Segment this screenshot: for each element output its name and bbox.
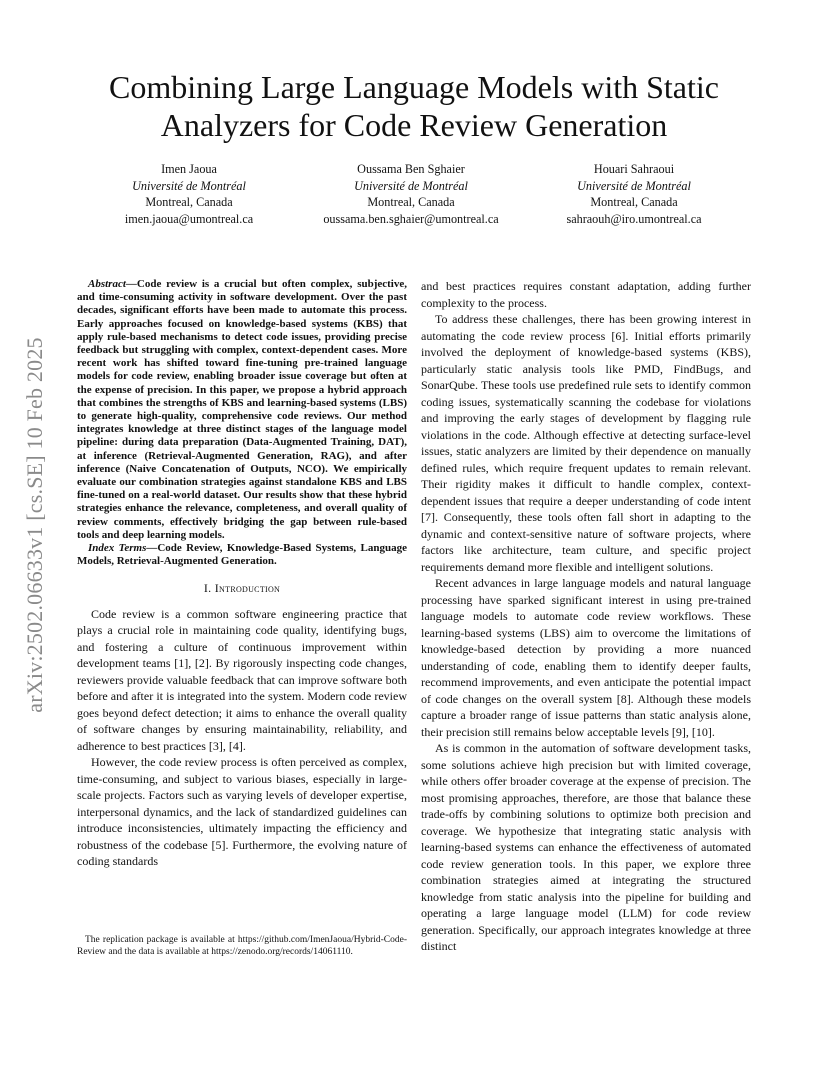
- left-column: [77, 278, 407, 870]
- author-block: [504, 161, 764, 227]
- body-paragraph: and best practices requires constant adaptation, adding further complexity to the process.: [421, 279, 751, 310]
- author-affiliation: Université de Montréal: [132, 178, 246, 193]
- author-affiliation: Université de Montréal: [577, 178, 691, 193]
- index-terms-lead: Index Terms—: [88, 542, 158, 555]
- body-paragraph: To address these challenges, there has been growing interest in automating the code review process [6]. Initial efforts primarily involved the deployment of knowledge-based systems (KBS), particularly static analysis tools like PMD, FindBugs, and SonarQube. These tools use predefined rule sets to identify common coding issues, systematically scanning the codebase for violations and improving the early stages of development by flagging rule violations in the code. Although effective at detecting surface-level issues, static analyzers are limited by their dependence on manually defined rules, which require frequent updates to remain relevant. Their rigidity makes it difficult to handle complex, context-dependent issues that require a deeper understanding of code intent [7]. Consequently, these tools often fall short in adapting to the dynamic and context-sensitive nature of software projects, where factors like architecture, team culture, and specific project requirements demand more flexible and intelligent solutions.: [421, 312, 751, 574]
- author-block: [281, 161, 541, 227]
- author-block: [59, 161, 319, 227]
- author-name: Oussama Ben Sghaier: [357, 162, 465, 176]
- paper-title: Combining Large Language Models with Static Analyzers for Code Review Generation: [109, 69, 719, 143]
- author-name: Houari Sahraoui: [593, 162, 675, 176]
- author-email: sahraouh@iro.umontreal.ca: [566, 211, 702, 226]
- author-location: Montreal, Canada: [590, 195, 678, 209]
- abstract-text: Code review is a crucial but often complex, subjective, and time-consuming activity in software development. Over the past decades, significant efforts have been made to automate this process. Early approaches focused on knowledge-based systems (KBS) that apply rule-based mechanisms to detect code issues, providing precise feedback but struggling with complex, context-dependent cases. More recent work has shifted toward fine-tuning pre-trained language models for code review, enabling broader issue coverage but often at the expense of precision. In this paper, we propose a hybrid approach that combines the strengths of KBS and learning-based systems (LBS) to generate high-quality, comprehensive code reviews. Our method integrates knowledge at three distinct stages of the language model pipeline: during data preparation (Data-Augmented Training, DAT), at inference (Retrieval-Augmented Generation, RAG), and after inference (Naive Concatenation of Outputs, NCO). We empirically evaluate our combination strategies against standalone KBS and LBS fine-tuned on a real-world dataset. Our results show that these hybrid strategies enhance the relevance, completeness, and overall quality of review comments, effectively bridging the gap between rule-based tools and deep learning models.: [77, 278, 407, 541]
- footnote: [77, 934, 407, 958]
- body-paragraph: As is common in the automation of software development tasks, some solutions achieve high precision but with limited coverage, while others offer broader coverage at the expense of precision. The most promising approaches, therefore, are those that balance these trade-offs by combining solutions to optimize both precision and coverage. We hypothesize that integrating static analysis with learning-based systems can enhance the effectiveness of automated code review generation tools. In this paper, we explore three combination strategies aimed at integrating the structured knowledge from static analysis into the pipeline for building and operating a large language model (LLM) for code review generation. Specifically, our approach integrates knowledge at three distinct: [421, 741, 751, 953]
- author-location: Montreal, Canada: [145, 195, 233, 209]
- author-email: oussama.ben.sghaier@umontreal.ca: [323, 211, 499, 226]
- arxiv-identifier-text: arXiv:2502.06633v1 [cs.SE] 10 Feb 2025: [22, 337, 47, 713]
- author-affiliation: Université de Montréal: [354, 178, 468, 193]
- section-heading: I. Introduction: [203, 581, 281, 596]
- arxiv-identifier: [20, 290, 50, 760]
- body-paragraph: However, the code review process is often perceived as complex, time-consuming, and subject to various biases, especially in large-scale projects. Factors such as varying levels of developer expertise, interpersonal dynamics, and the lack of standardized guidelines can introduce inconsistencies, ultimately impacting the efficiency and robustness of the codebase [5]. Furthermore, the evolving nature of coding standards: [77, 755, 407, 869]
- author-location: Montreal, Canada: [367, 195, 455, 209]
- abstract-lead: Abstract—: [88, 278, 137, 290]
- right-column: [421, 278, 751, 955]
- author-email: imen.jaoua@umontreal.ca: [124, 211, 254, 226]
- body-paragraph: Recent advances in large language models and natural language processing have sparked significant interest in using pre-trained language models to automate code review workflows. These learning-based systems (LBS) aim to overcome the limitations of knowledge-based detection by providing a more nuanced understanding of code, enabling them to identify deeper faults, recommend improvements, and even anticipate the potential impact of code changes on the overall system [8]. Although these models capture a broader range of issue patterns than static analysis alone, their precision still remains below acceptable levels [9], [10].: [421, 576, 751, 739]
- abstract: [77, 278, 407, 568]
- index-terms-text: Code Review, Knowledge-Based Systems, Language Models, Retrieval-Augmented Generation.: [77, 542, 407, 568]
- author-name: Imen Jaoua: [161, 162, 217, 176]
- body-paragraph: Code review is a common software engineering practice that plays a crucial role in maintaining code quality, identifying bugs, and fostering a culture of continuous improvement within development teams [1], [2]. By rigorously inspecting code changes, reviewers provide valuable feedback that can improve software both before and after it is integrated into the system. Modern code review goes beyond defect detection; it aims to enhance the overall quality of software changes by ensuring maintainability, reliability, and adherence to best practices [3], [4].: [77, 606, 407, 753]
- footnote-text: The replication package is available at https://github.com/ImenJaoua/Hybrid-Code-Review and the data is available at https://zenodo.org/records/14061110.: [77, 935, 407, 957]
